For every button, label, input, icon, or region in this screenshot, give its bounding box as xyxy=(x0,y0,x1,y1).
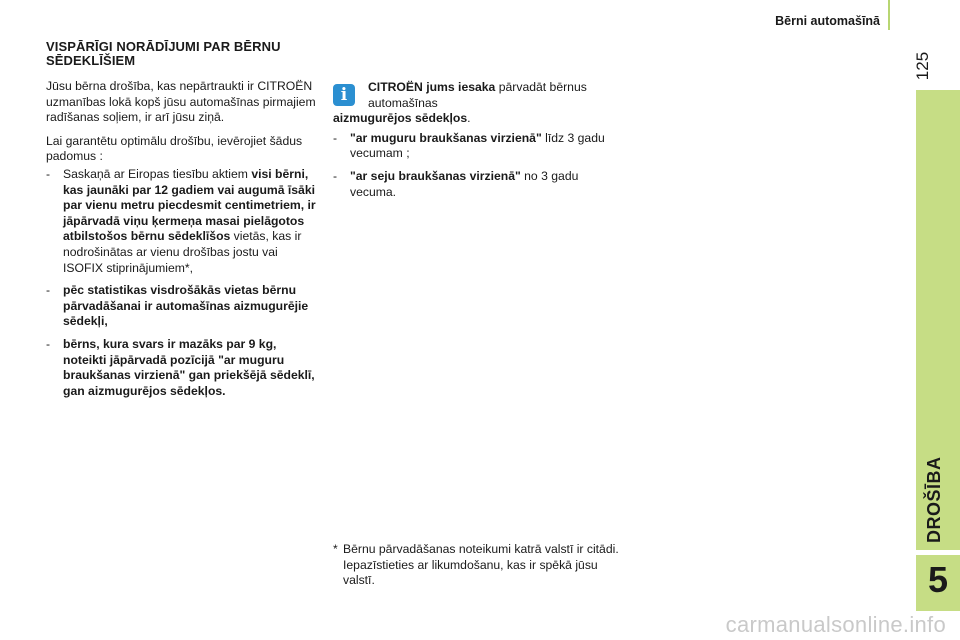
chapter-side-label: DROŠĪBA xyxy=(924,456,944,543)
recommendation-box xyxy=(333,80,623,127)
list-item xyxy=(46,167,316,276)
bullet-text: no 3 gadu vecuma. xyxy=(350,168,579,199)
footnote-marker: * xyxy=(333,542,338,556)
recommendation-bold: aizmugurējos sēdekļos xyxy=(333,111,468,126)
recommendation-continuation xyxy=(333,111,623,127)
bullet-dash: - xyxy=(46,283,51,298)
bullet-dash: - xyxy=(46,336,51,351)
footnote-text: Bērnu pārvadāšanas noteikumi katrā valstī ir citādi. Iepazīstieties ar likumdošanu, kas ir spēkā jūsu valstī. xyxy=(343,542,619,588)
list-item xyxy=(46,337,316,399)
bullet-text: Saskaņā ar Eiropas tiesību aktiem xyxy=(63,166,252,181)
recommendation-plain: pārvadāt bērnus automašīnas xyxy=(368,80,587,110)
section-title: VISPĀRĪGI NORĀDĪJUMI PAR BĒRNU SĒDEKLĪŠIEM xyxy=(46,39,281,68)
bullet-bold-text: "ar seju braukšanas virzienā" xyxy=(350,168,521,183)
bullet-bold-text: bērns, kura svars ir mazāks par 9 kg, noteikti jāpārvadā pozīcijā "ar muguru braukšanas virzienā" gan priekšējā sēdeklī, gan aizmugurējos sēdekļos. xyxy=(63,336,315,398)
page-number: 125 xyxy=(913,51,932,81)
list-item xyxy=(46,283,316,330)
header-divider xyxy=(888,0,890,30)
footnote xyxy=(333,542,623,589)
recommendation-plain: . xyxy=(467,111,471,126)
chapter-header-title: Bērni automašīnā xyxy=(775,14,880,28)
list-item xyxy=(333,169,623,200)
advice-intro-paragraph: Lai garantētu optimālu drošību, ievērojiet šādus padomus : xyxy=(46,133,303,164)
bullet-text: vietās, kas ir nodrošinātas ar vienu drošības jostu vai ISOFIX stiprinājumiem*, xyxy=(63,229,302,275)
page-header xyxy=(0,0,960,32)
watermark: carmanualsonline.info xyxy=(725,612,946,637)
bullet-dash: - xyxy=(46,166,51,181)
chapter-number: 5 xyxy=(927,559,949,600)
info-icon: i xyxy=(333,84,355,106)
recommendation-bold: CITROËN jums iesaka xyxy=(368,80,496,94)
bullet-bold-text: "ar muguru braukšanas virzienā" xyxy=(350,130,542,145)
bullet-dash: - xyxy=(333,130,338,145)
bullet-dash: - xyxy=(333,168,338,183)
left-column xyxy=(46,40,316,406)
bullet-bold-text: pēc statistikas visdrošākās vietas bērnu pārvadāšanai ir automašīnas aizmugurējie sēdekļi, xyxy=(63,283,309,329)
recommendation-text xyxy=(333,80,623,111)
bullet-bold-text: visi bērni, kas jaunāki par 12 gadiem vai augumā īsāki par vienu metru piecdesmit centimetriem, ir jāpārvadā viņu ķermeņa masai pielāgotos atbilstošos bērnu sēdeklīšos xyxy=(63,166,316,244)
bullet-text: līdz 3 gadu vecumam ; xyxy=(350,130,605,161)
intro-paragraph: Jūsu bērna drošība, kas nepārtraukti ir CITROËN uzmanības lokā kopš jūsu automašīnas pirmajiem radīšanas soļiem, ir arī jūsu ziņā. xyxy=(46,79,316,125)
list-item xyxy=(333,131,623,162)
chapter-number-box xyxy=(916,555,960,611)
right-column xyxy=(333,80,623,207)
